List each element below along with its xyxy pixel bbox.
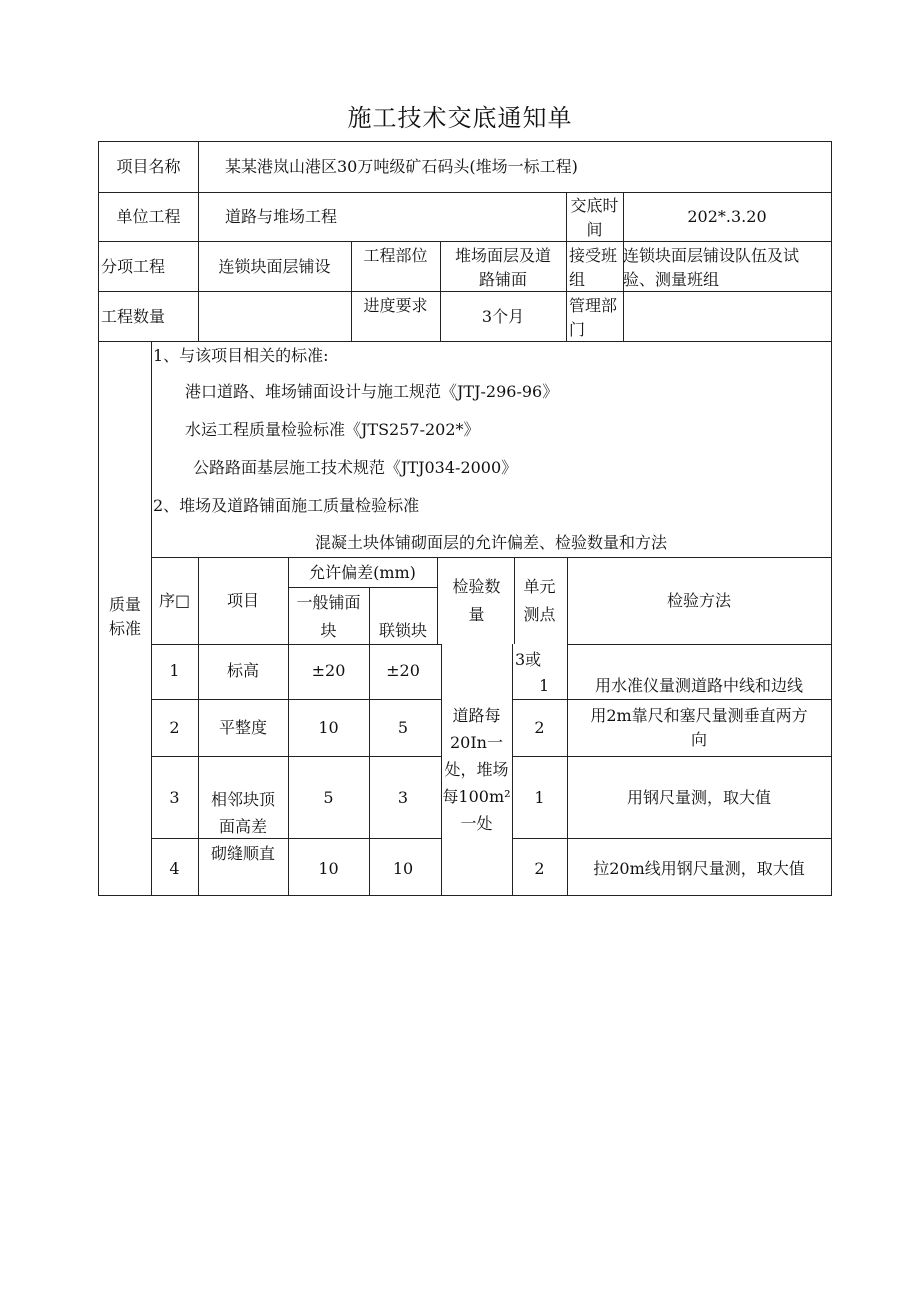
row-general: ±20 — [311, 661, 346, 680]
row-general: 10 — [318, 859, 339, 878]
row-general: 5 — [323, 788, 334, 807]
row-seq: 1 — [169, 661, 180, 680]
grid-line — [151, 557, 831, 558]
grid-line — [99, 341, 831, 342]
count-line: 20In一 — [450, 733, 503, 752]
row-points: 2 — [534, 718, 545, 737]
col-general-header-line2: 块 — [320, 621, 337, 640]
sub-project-value: 连锁块面层铺设 — [218, 257, 331, 276]
receiving-team-label-line1: 接受班 — [569, 246, 618, 265]
page-title: 施工技术交底通知单 — [347, 104, 573, 132]
grid-line — [512, 699, 831, 700]
col-general-header-line1: 一般铺面 — [296, 593, 361, 612]
row-interlock: 3 — [397, 788, 409, 807]
management-dept-label-line2: 门 — [569, 320, 586, 339]
receiving-team-value — [623, 244, 799, 292]
project-name-label: 项目名称 — [116, 157, 181, 176]
work-part-label: 工程部位 — [363, 246, 428, 265]
receiving-team-value-line2: 验、测量班组 — [623, 270, 720, 289]
row-interlock: ±20 — [386, 661, 420, 680]
row-item: 标高 — [226, 661, 259, 680]
management-dept-label-line1: 管理部 — [569, 296, 618, 315]
grid-line — [99, 192, 831, 193]
col-interlock-header: 联锁块 — [378, 621, 427, 640]
col-general-header — [288, 591, 369, 643]
row-method: 用水准仪量测道路中线和边线 — [594, 676, 803, 695]
grid-line — [198, 142, 199, 341]
row-method — [567, 704, 831, 752]
grid-line — [151, 756, 441, 757]
row-method-line2: 向 — [690, 730, 707, 749]
row-points-line1: 3或 — [515, 650, 542, 669]
progress-label: 进度要求 — [363, 296, 428, 315]
work-part-value-line2: 路铺面 — [478, 270, 527, 289]
row-points: 1 — [534, 788, 545, 807]
row-item-line2: 面高差 — [218, 817, 267, 836]
handover-date-label-line2: 间 — [586, 220, 603, 239]
row-item: 平整度 — [218, 718, 267, 737]
row-method: 用钢尺量测，取大值 — [626, 788, 771, 807]
standard-item: 公路路面基层施工技术规范《JTJ034-2000》 — [193, 458, 518, 477]
grid-line — [151, 838, 441, 839]
handover-date-label-line1: 交底时 — [570, 196, 619, 215]
row-general: 10 — [318, 718, 339, 737]
inspection-count-merged — [441, 702, 512, 837]
sub-project-label: 分项工程 — [101, 257, 166, 276]
grid-line — [512, 838, 831, 839]
receiving-team-label — [569, 244, 617, 292]
project-name-value: 某某港岚山港区30万吨级矿石码头(堆场一标工程) — [225, 157, 578, 176]
col-seq-header: 序□ — [158, 591, 191, 610]
quantity-label: 工程数量 — [101, 307, 166, 326]
grid-line — [567, 644, 831, 645]
unit-project-label: 单位工程 — [116, 207, 181, 226]
count-line: 道路每 — [452, 706, 501, 725]
handover-date-label — [566, 194, 623, 242]
handover-date-value: 202*.3.20 — [687, 207, 767, 226]
row-method: 拉20m线用钢尺量测，取大值 — [593, 859, 805, 878]
row-interlock: 10 — [392, 859, 414, 878]
row-method-line1: 用2m靠尺和塞尺量测垂直两方 — [590, 706, 808, 725]
row-interlock: 5 — [397, 718, 409, 737]
count-line: 处，堆场 — [444, 760, 509, 779]
col-points-header — [512, 575, 567, 627]
work-part-value-line1: 堆场面层及道 — [454, 246, 551, 265]
grid-line — [99, 241, 831, 242]
row-seq: 2 — [169, 718, 180, 737]
col-points-header-line2: 测点 — [523, 605, 556, 624]
count-line: 一处 — [460, 814, 493, 833]
col-item-header: 项目 — [226, 591, 259, 610]
inspection-heading: 2、堆场及道路铺面施工质量检验标准 — [153, 496, 420, 515]
row-points-line2: 1 — [539, 676, 550, 695]
grid-line — [151, 644, 441, 645]
row-item — [198, 786, 288, 840]
quality-standard-label — [99, 593, 151, 641]
row-points: 2 — [534, 859, 545, 878]
col-method-header: 检验方法 — [666, 591, 731, 610]
row-item-line1: 相邻块顶 — [210, 790, 275, 809]
col-points-header-line1: 单元 — [523, 577, 556, 596]
table-caption: 混凝土块体铺砌面层的允许偏差、检验数量和方法 — [314, 533, 667, 552]
col-count-header-line1: 检验数 — [452, 577, 501, 596]
col-count-header — [441, 575, 512, 627]
col-allowance-header: 允许偏差(mm) — [309, 563, 416, 582]
row-seq: 3 — [169, 788, 180, 807]
receiving-team-value-line1: 连锁块面层铺设队伍及试 — [623, 246, 800, 265]
receiving-team-label-line2: 组 — [569, 270, 586, 289]
standard-item: 港口道路、堆场铺面设计与施工规范《JTJ-296-96》 — [185, 382, 559, 401]
progress-value: 3个月 — [481, 307, 525, 326]
row-points — [515, 647, 549, 699]
management-dept-label — [569, 294, 617, 342]
row-seq: 4 — [169, 859, 180, 878]
grid-line — [437, 557, 438, 644]
col-count-header-line2: 量 — [468, 605, 485, 624]
row-item: 砌缝顺直 — [210, 844, 275, 863]
quality-standard-label-line1: 质量 — [108, 595, 141, 614]
standards-heading: 1、与该项目相关的标准: — [153, 346, 329, 365]
count-line: 每100m² — [442, 787, 511, 806]
unit-project-value: 道路与堆场工程 — [225, 207, 338, 226]
work-part-value — [440, 244, 566, 292]
grid-line — [151, 341, 152, 895]
grid-line — [288, 587, 437, 588]
grid-line — [512, 756, 831, 757]
standard-item: 水运工程质量检验标准《JTS257-202*》 — [185, 420, 480, 439]
handover-form — [98, 141, 832, 896]
grid-line — [151, 699, 441, 700]
quality-standard-label-line2: 标准 — [108, 619, 141, 638]
